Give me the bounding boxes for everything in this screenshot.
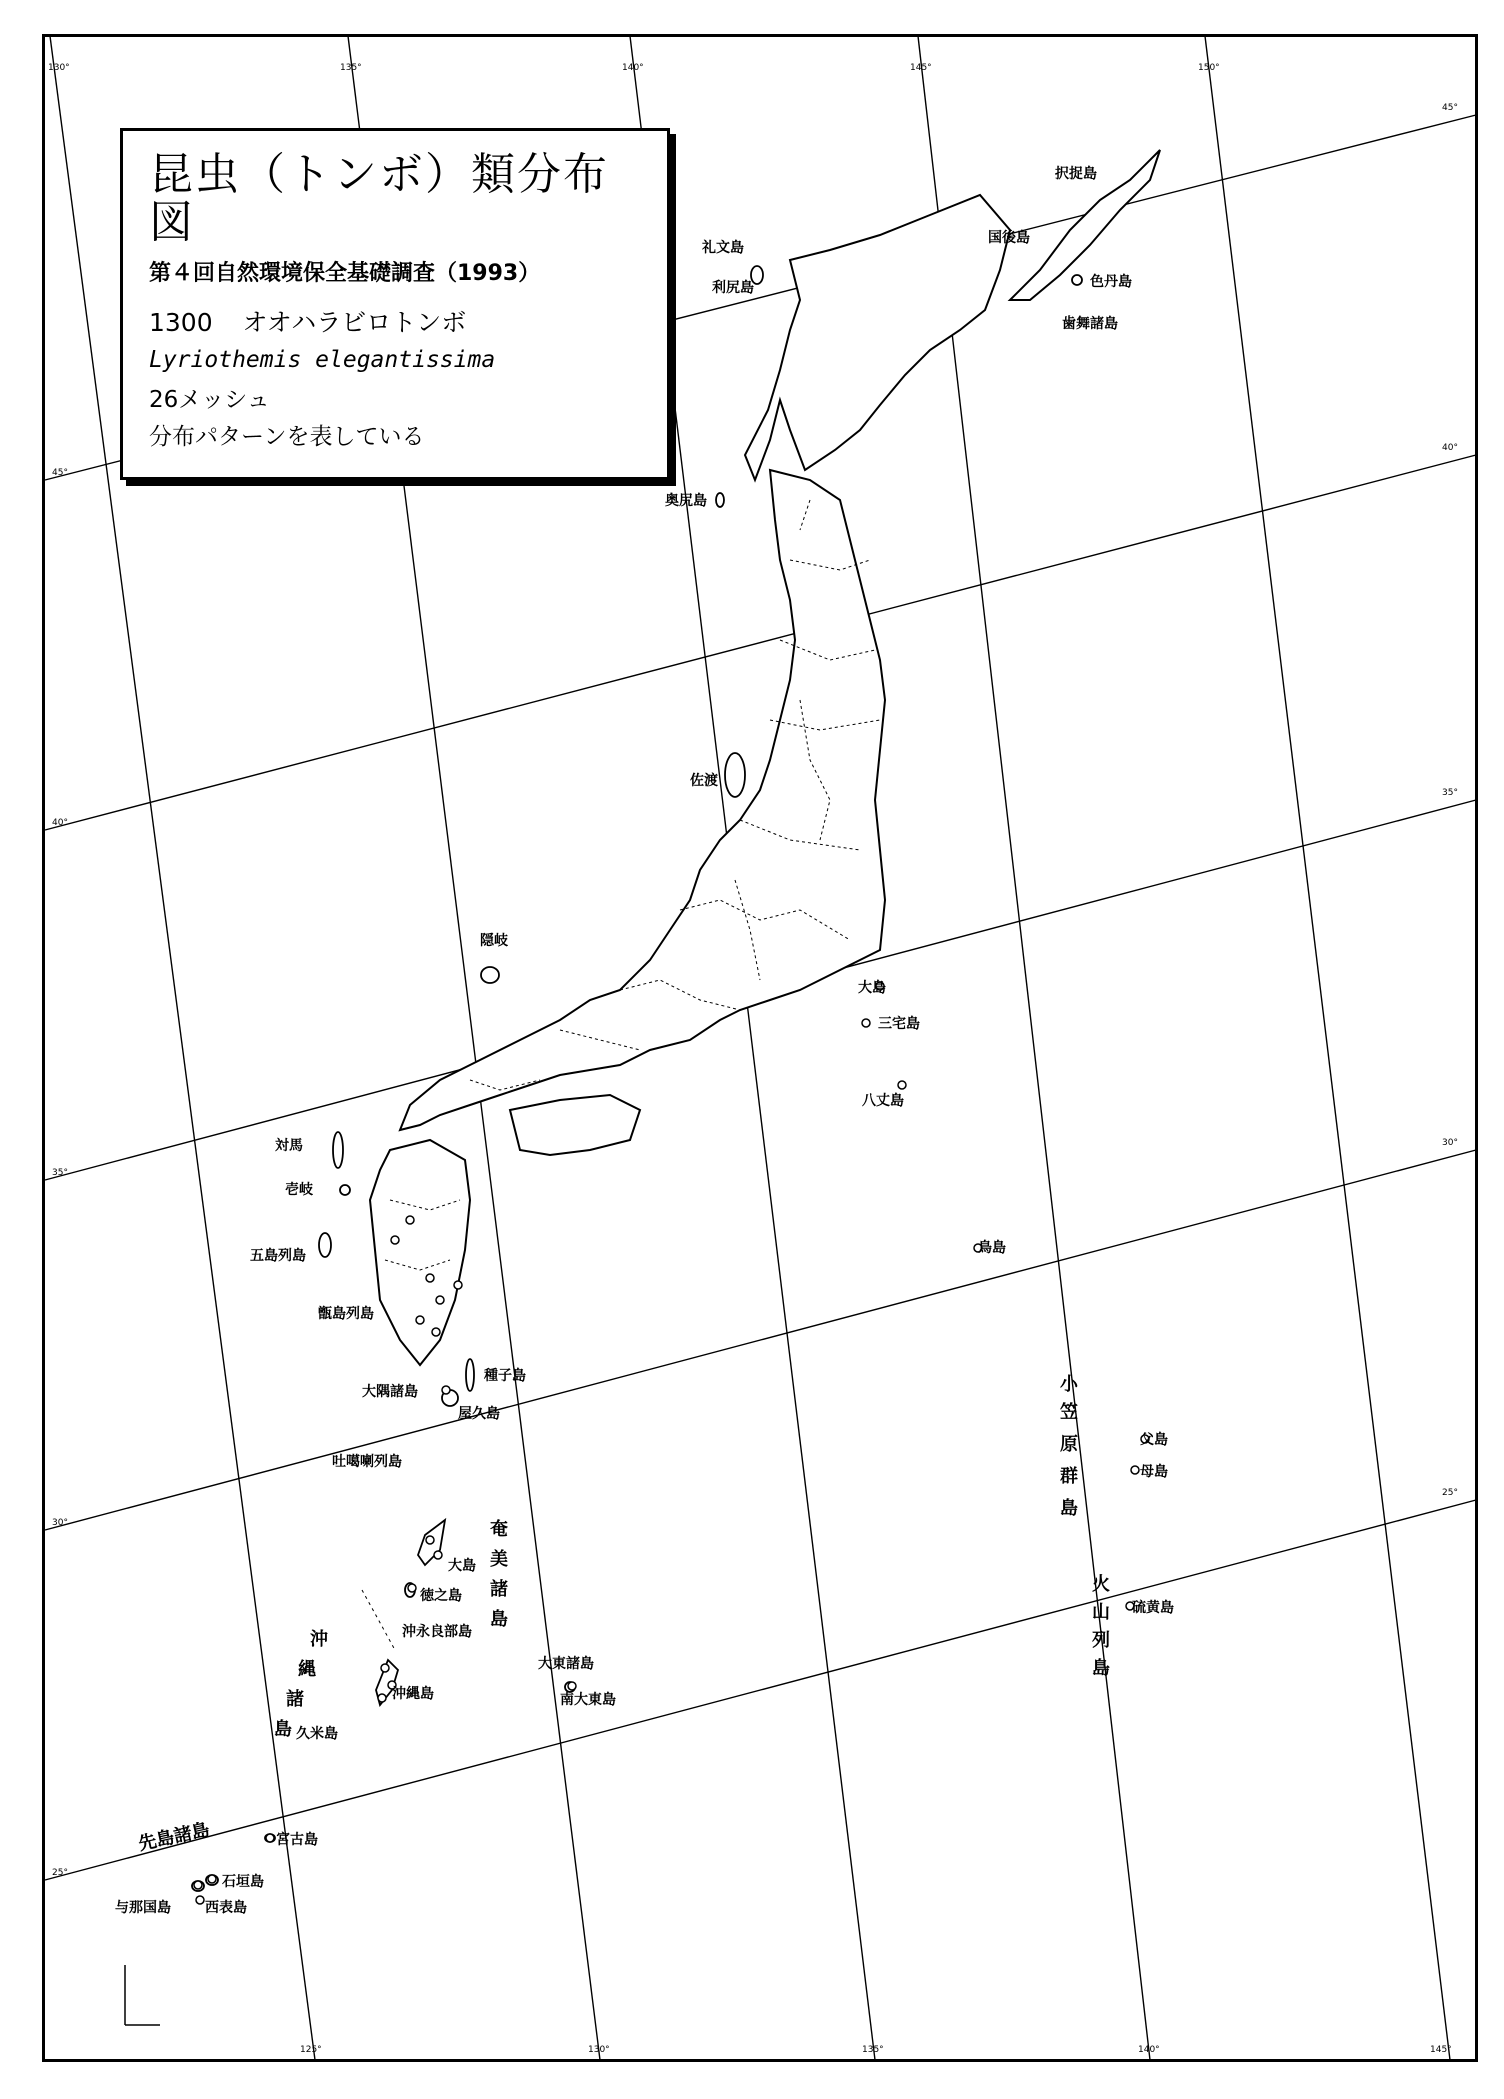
place-label: 屋久島 xyxy=(458,1406,500,1422)
place-label: 母島 xyxy=(1140,1464,1168,1480)
place-label: 利尻島 xyxy=(712,280,754,296)
distribution-marker xyxy=(898,1081,906,1089)
species-line xyxy=(149,303,641,339)
iki-island xyxy=(340,1185,350,1195)
distribution-marker xyxy=(194,1881,202,1889)
lon-top-label: 140° xyxy=(622,63,644,73)
lat-left-label: 45° xyxy=(52,468,68,478)
place-label: 隠岐 xyxy=(480,933,508,949)
longitude-bottom-labels xyxy=(300,2045,1452,2055)
place-label: 歯舞諸島 xyxy=(1062,316,1118,332)
place-label: 与那国島 xyxy=(115,1900,171,1916)
okinawa-char: 諸 xyxy=(286,1689,304,1710)
tsushima-island xyxy=(333,1132,343,1168)
okushiri-island xyxy=(716,493,724,507)
place-label: 択捉島 xyxy=(1055,166,1097,182)
distribution-marker xyxy=(432,1328,440,1336)
species-name: オオハラビロトンボ xyxy=(242,307,467,337)
latitude-left-labels xyxy=(52,468,68,1878)
place-label: 奥尻島 xyxy=(665,493,707,509)
amami-char: 奄 xyxy=(490,1519,508,1540)
kazan-char: 火 xyxy=(1092,1574,1110,1595)
tanegashima-island xyxy=(466,1359,474,1391)
lon-top-label: 135° xyxy=(340,63,362,73)
place-label: 久米島 xyxy=(296,1726,338,1742)
ogasawara-char: 小 xyxy=(1060,1374,1078,1395)
lon-bottom-label: 145° xyxy=(1430,2045,1452,2055)
place-label: 大島 xyxy=(858,980,886,996)
kazan-char: 島 xyxy=(1092,1658,1110,1679)
place-label: 沖縄島 xyxy=(392,1686,434,1702)
place-label: 色丹島 xyxy=(1090,274,1132,290)
lat-left-label: 35° xyxy=(52,1168,68,1178)
place-label: 南大東島 xyxy=(560,1692,616,1708)
distribution-markers xyxy=(194,982,1149,1904)
distribution-marker xyxy=(426,1274,434,1282)
lon-bottom-label: 140° xyxy=(1138,2045,1160,2055)
kyushu-outline xyxy=(370,1140,470,1365)
lat-right-label: 40° xyxy=(1442,443,1458,453)
place-label: 甑島列島 xyxy=(318,1306,374,1322)
distribution-marker xyxy=(208,1875,216,1883)
map-title: 昆虫（トンボ）類分布図 xyxy=(149,149,609,249)
species-code: 1300 xyxy=(149,307,213,337)
honshu-outline xyxy=(400,470,885,1130)
amami-char: 美 xyxy=(490,1549,508,1570)
place-label: 国後島 xyxy=(988,230,1030,246)
place-label: 硫黄島 xyxy=(1132,1600,1174,1616)
distribution-marker xyxy=(378,1694,386,1702)
okinawa-char: 島 xyxy=(274,1719,292,1740)
distribution-marker xyxy=(196,1896,204,1904)
distribution-marker xyxy=(434,1551,442,1559)
distribution-marker xyxy=(391,1236,399,1244)
distribution-marker xyxy=(266,1834,274,1842)
survey-title: 第４回自然環境保全基礎調査（1993） xyxy=(149,260,541,286)
distribution-marker xyxy=(454,1281,462,1289)
place-label: 大島 xyxy=(448,1558,476,1574)
lon-bottom-label: 135° xyxy=(862,2045,884,2055)
lat-right-label: 45° xyxy=(1442,103,1458,113)
okinawa-char: 沖 xyxy=(310,1629,328,1650)
place-label: 石垣島 xyxy=(222,1874,264,1890)
place-label: 対馬 xyxy=(275,1138,303,1154)
kazan-char: 山 xyxy=(1092,1602,1110,1623)
distribution-note: 分布パターンを表している xyxy=(149,423,425,450)
oki-island xyxy=(481,967,499,983)
place-label: 八丈島 xyxy=(862,1093,904,1109)
lat-right-label: 35° xyxy=(1442,788,1458,798)
distribution-marker xyxy=(568,1682,576,1690)
place-label: 佐渡 xyxy=(690,773,718,789)
kazan-char: 列 xyxy=(1092,1630,1110,1651)
shikoku-outline xyxy=(510,1095,640,1155)
place-label: 父島 xyxy=(1140,1432,1168,1448)
place-label: 三宅島 xyxy=(878,1016,920,1032)
lat-right-label: 25° xyxy=(1442,1488,1458,1498)
distribution-marker xyxy=(426,1536,434,1544)
lat-left-label: 30° xyxy=(52,1518,68,1528)
place-label: 先島諸島 xyxy=(136,1819,212,1855)
shikotan-island xyxy=(1072,275,1082,285)
longitude-top-labels xyxy=(48,63,1220,73)
ogasawara-char: 原 xyxy=(1060,1434,1078,1455)
place-label: 宮古島 xyxy=(276,1832,318,1848)
place-label: 五島列島 xyxy=(250,1248,306,1264)
sado-island xyxy=(725,753,745,797)
distribution-marker xyxy=(862,1019,870,1027)
distribution-marker xyxy=(406,1216,414,1224)
goto-island xyxy=(319,1233,331,1257)
place-label: 徳之島 xyxy=(420,1588,462,1604)
distribution-marker xyxy=(408,1584,416,1592)
lon-top-label: 150° xyxy=(1198,63,1220,73)
ogasawara-char: 笠 xyxy=(1060,1402,1078,1423)
distribution-marker xyxy=(381,1664,389,1672)
distribution-marker xyxy=(1131,1466,1139,1474)
vertical-group-labels xyxy=(274,1373,1110,1740)
hokkaido-outline xyxy=(745,195,1010,480)
distribution-marker xyxy=(416,1316,424,1324)
place-label: 鳥島 xyxy=(978,1240,1006,1256)
scientific-name: Lyriothemis elegantissima xyxy=(149,346,496,373)
lon-top-label: 130° xyxy=(48,63,70,73)
place-label: 種子島 xyxy=(484,1368,526,1384)
lon-top-label: 145° xyxy=(910,63,932,73)
place-label: 吐噶喇列島 xyxy=(332,1454,402,1470)
tokara-guide-line xyxy=(362,1590,395,1650)
place-label: 礼文島 xyxy=(702,240,744,256)
okinawa-char: 縄 xyxy=(298,1659,316,1680)
mesh-count: 26メッシュ xyxy=(149,386,270,413)
ogasawara-char: 群 xyxy=(1060,1466,1078,1487)
lon-bottom-label: 125° xyxy=(300,2045,322,2055)
legend-title-box xyxy=(120,128,670,480)
place-label: 大隅諸島 xyxy=(362,1384,418,1400)
distribution-marker xyxy=(442,1386,450,1394)
place-label: 大東諸島 xyxy=(538,1656,594,1672)
lon-bottom-label: 130° xyxy=(588,2045,610,2055)
place-label: 壱岐 xyxy=(285,1182,313,1198)
lat-left-label: 25° xyxy=(52,1868,68,1878)
corner-mark xyxy=(125,1965,160,2025)
place-label: 沖永良部島 xyxy=(402,1624,472,1640)
place-label: 西表島 xyxy=(205,1900,247,1916)
lat-left-label: 40° xyxy=(52,818,68,828)
ogasawara-char: 島 xyxy=(1060,1498,1078,1519)
lat-right-label: 30° xyxy=(1442,1138,1458,1148)
latitude-right-labels xyxy=(1442,103,1458,1498)
distribution-marker xyxy=(436,1296,444,1304)
amami-char: 島 xyxy=(490,1609,508,1630)
amami-char: 諸 xyxy=(490,1579,508,1600)
